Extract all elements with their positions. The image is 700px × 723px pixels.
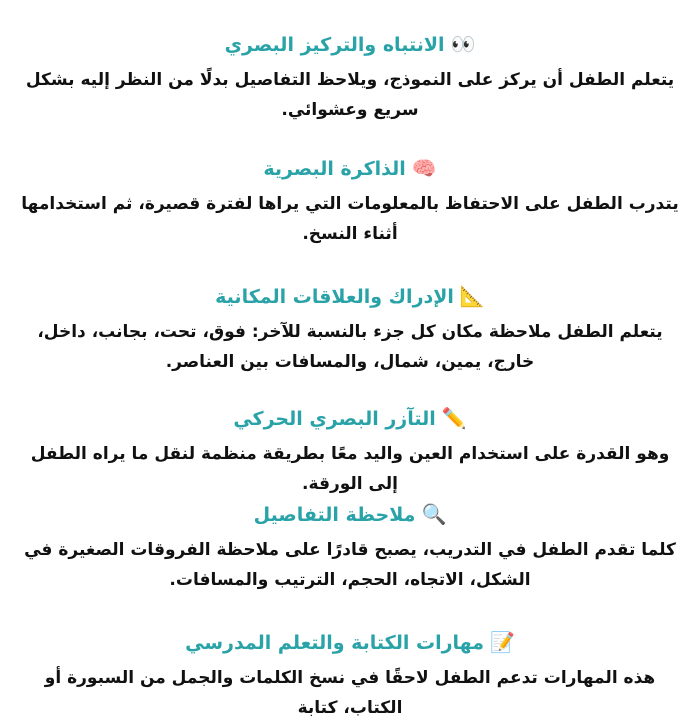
- section-writing-skills: [18, 628, 682, 723]
- memo-icon: 📝: [489, 630, 515, 654]
- section-heading: [18, 30, 682, 59]
- section-text: وهو القدرة على استخدام العين واليد معًا بطريقة منظمة لنقل ما يراه الطفل إلى الورقة.: [30, 444, 670, 494]
- section-visual-attention: [18, 30, 682, 125]
- triangle-ruler-icon: 📐: [459, 284, 485, 308]
- magnifier-icon: 🔍: [421, 502, 447, 526]
- section-text: يتدرب الطفل على الاحتفاظ بالمعلومات التي يراها لفترة قصيرة، ثم استخدامها أثناء النسخ.: [21, 194, 679, 244]
- section-heading: [18, 154, 682, 183]
- section-spatial-relations: [18, 282, 682, 377]
- section-text: يتعلم الطفل ملاحظة مكان كل جزء بالنسبة للآخر: فوق، تحت، بجانب، داخل، خارج، يمين، شمال، والمسافات بين العناصر.: [37, 322, 663, 372]
- section-text: كلما تقدم الطفل في التدريب، يصبح قادرًا على ملاحظة الفروقات الصغيرة في الشكل، الاتجاه، الحجم، الترتيب والمسافات.: [24, 540, 676, 590]
- section-heading: [18, 404, 682, 433]
- brain-icon: 🧠: [411, 156, 437, 180]
- section-title: مهارات الكتابة والتعلم المدرسي: [185, 632, 484, 654]
- section-detail-observation: [18, 500, 682, 595]
- section-title: ملاحظة التفاصيل: [253, 504, 416, 526]
- section-title: الإدراك والعلاقات المكانية: [215, 286, 454, 308]
- section-text: يتعلم الطفل أن يركز على النموذج، ويلاحظ التفاصيل بدلًا من النظر إليه بشكل سريع وعشوائي.: [25, 70, 675, 120]
- section-text: هذه المهارات تدعم الطفل لاحقًا في نسخ الكلمات والجمل من السبورة أو الكتاب، كتابة: [44, 668, 656, 718]
- section-heading: [18, 282, 682, 311]
- section-title: التآزر البصري الحركي: [233, 408, 436, 430]
- section-heading: [18, 500, 682, 529]
- eyes-icon: 👀: [450, 32, 476, 56]
- section-visual-memory: [18, 154, 682, 249]
- section-title: الانتباه والتركيز البصري: [224, 34, 445, 56]
- section-title: الذاكرة البصرية: [263, 158, 406, 180]
- section-heading: [18, 628, 682, 657]
- pencil-icon: ✏️: [441, 406, 467, 430]
- section-visual-motor: [18, 404, 682, 499]
